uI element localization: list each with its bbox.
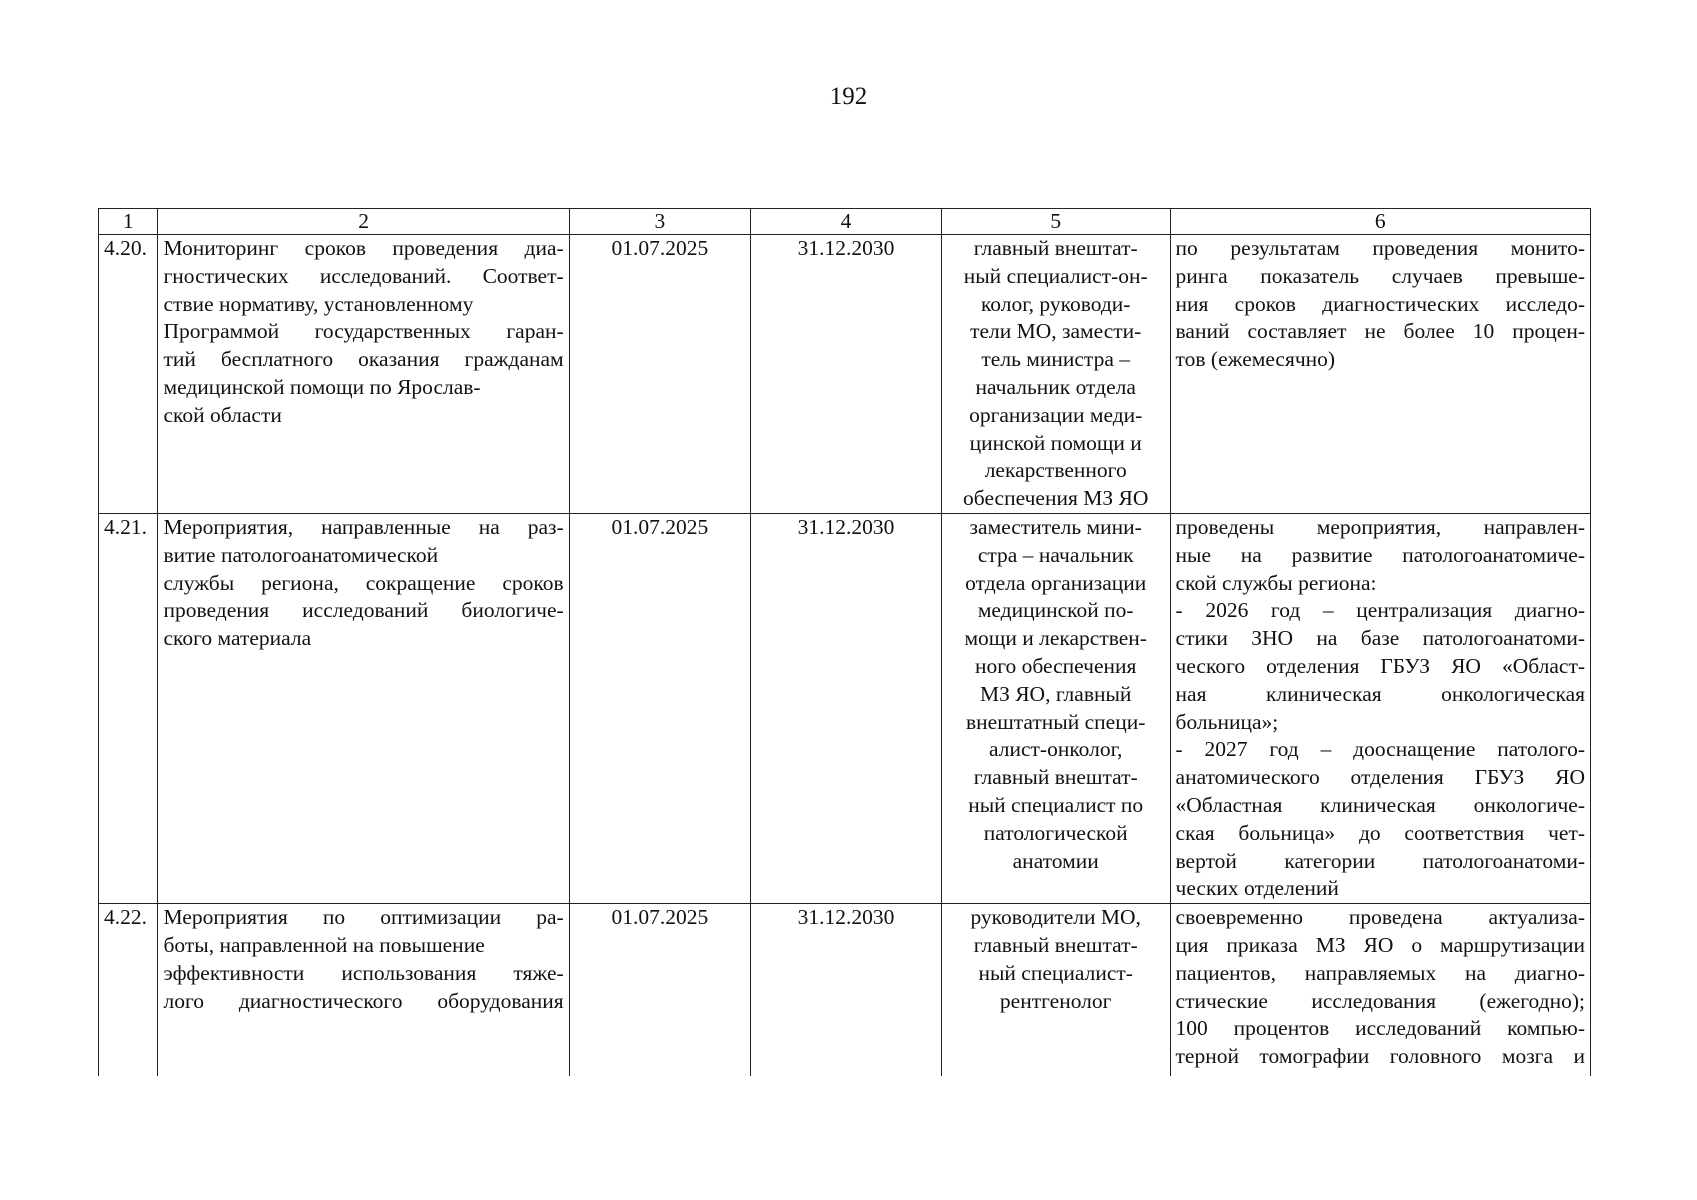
text-line: ваний составляет не более 10 процен- [1175, 319, 1585, 344]
column-header-6: 6 [1170, 209, 1590, 235]
text-line: анатомии [1012, 848, 1099, 873]
text-line: главный внештат- [973, 236, 1138, 260]
text-line: Программой государственных гаран- [163, 319, 564, 344]
column-header-1: 1 [99, 209, 158, 235]
activity-name [158, 235, 569, 514]
text-line: стические исследования (ежегодно); [1175, 988, 1585, 1013]
text-line: тов (ежемесячно) [1175, 347, 1336, 372]
text-line: медицинской помощи по Ярослав- [163, 374, 481, 399]
expected-result [1170, 904, 1590, 1077]
text-line: внештатный специ- [966, 709, 1146, 734]
text-line: обеспечения МЗ ЯО [963, 486, 1149, 511]
text-line: «Областная клиническая онкологиче- [1175, 792, 1585, 817]
text-line: организации меди- [969, 402, 1143, 427]
activities-table [98, 208, 1591, 1076]
text-line: ные на развитие патологоанатомиче- [1175, 542, 1585, 567]
text-line: лого диагностического оборудования [163, 988, 564, 1013]
expected-result [1170, 514, 1590, 904]
text-line: ного обеспечения [974, 653, 1137, 678]
text-line: ный специалист по [968, 792, 1144, 817]
text-line: ской службы региона: [1175, 570, 1377, 595]
text-line: - 2026 год – централизация диагно- [1175, 598, 1585, 623]
text-line: ская больница» до соответствия чет- [1175, 820, 1585, 845]
text-line: ской области [163, 402, 282, 427]
text-line: МЗ ЯО, главный [979, 681, 1132, 706]
start-date: 01.07.2025 [569, 904, 751, 1077]
text-line: своевременно проведена актуализа- [1175, 905, 1585, 930]
text-line: вертой категории патологоанатоми- [1175, 848, 1585, 873]
text-line: проведены мероприятия, направлен- [1175, 515, 1585, 539]
text-line: проведения исследований биологиче- [163, 598, 564, 623]
end-date: 31.12.2030 [751, 235, 942, 514]
text-line: колог, руководи- [980, 291, 1131, 316]
text-line: главный внештат- [973, 765, 1138, 790]
column-header-4: 4 [751, 209, 942, 235]
end-date: 31.12.2030 [751, 514, 942, 904]
text-line: ная клиническая онкологическая [1175, 681, 1585, 706]
text-line: ный специалист- [978, 960, 1133, 985]
text-line: тели МО, замести- [970, 319, 1142, 344]
row-number: 4.21. [99, 514, 158, 904]
text-line: ния сроков диагностических исследо- [1175, 291, 1585, 316]
text-line: отдела организации [965, 570, 1147, 595]
text-line: Мероприятия по оптимизации ра- [163, 905, 564, 930]
table-header-row [99, 209, 1591, 235]
text-line: больница»; [1175, 709, 1279, 734]
text-line: медицинской по- [977, 598, 1134, 623]
text-line: стики ЗНО на базе патологоанатоми- [1175, 626, 1585, 651]
activity-name [158, 904, 569, 1077]
text-line: патологической [983, 820, 1128, 845]
text-line: ческих отделений [1175, 876, 1339, 901]
start-date: 01.07.2025 [569, 235, 751, 514]
text-line: боты, направленной на повышение [163, 932, 485, 957]
text-line: тель министра – [981, 347, 1130, 372]
text-line: ского материала [163, 626, 312, 651]
text-line: 100 процентов исследований компью- [1175, 1016, 1585, 1041]
column-header-5: 5 [941, 209, 1170, 235]
responsible-executors [941, 514, 1170, 904]
text-line: ция приказа МЗ ЯО о маршрутизации [1175, 932, 1585, 957]
text-line: службы региона, сокращение сроков [163, 570, 564, 595]
text-line: руководители МО, [970, 905, 1141, 930]
text-line: стра – начальник [977, 542, 1134, 567]
text-line: витие патологоанатомической [163, 542, 439, 567]
table-row [99, 904, 1591, 1077]
text-line: - 2027 год – дооснащение патолого- [1175, 737, 1585, 762]
column-header-3: 3 [569, 209, 751, 235]
activity-name [158, 514, 569, 904]
text-line: терной томографии головного мозга и [1175, 1044, 1585, 1069]
end-date: 31.12.2030 [751, 904, 942, 1077]
page-number: 192 [829, 83, 868, 110]
text-line: гностических исследований. Соответ- [163, 263, 564, 288]
row-number: 4.20. [99, 235, 158, 514]
responsible-executors [941, 235, 1170, 514]
text-line: главный внештат- [973, 932, 1138, 957]
table-row [99, 514, 1591, 904]
table-row [99, 235, 1591, 514]
text-line: начальник отдела [975, 374, 1136, 399]
text-line: лекарственного [984, 458, 1127, 483]
responsible-executors [941, 904, 1170, 1077]
text-line: анатомического отделения ГБУЗ ЯО [1175, 765, 1585, 790]
text-line: ствие нормативу, установленному [163, 291, 474, 316]
text-line: цинской помощи и [969, 430, 1142, 455]
expected-result [1170, 235, 1590, 514]
text-line: тий бесплатного оказания гражданам [163, 347, 564, 372]
text-line: Мероприятия, направленные на раз- [163, 515, 564, 539]
start-date: 01.07.2025 [569, 514, 751, 904]
text-line: ческого отделения ГБУЗ ЯО «Област- [1175, 653, 1585, 678]
row-number: 4.22. [99, 904, 158, 1077]
text-line: рентгенолог [999, 988, 1112, 1013]
text-line: заместитель мини- [969, 515, 1142, 539]
text-line: пациентов, направляемых на диагно- [1175, 960, 1585, 985]
text-line: эффективности использования тяже- [163, 960, 564, 985]
text-line: Мониторинг сроков проведения диа- [163, 236, 564, 260]
text-line: мощи и лекарствен- [964, 626, 1147, 651]
column-header-2: 2 [158, 209, 569, 235]
text-line: ный специалист-он- [963, 263, 1148, 288]
text-line: алист-онколог, [989, 737, 1123, 762]
text-line: ринга показатель случаев превыше- [1175, 263, 1585, 288]
text-line: по результатам проведения монито- [1175, 236, 1585, 260]
